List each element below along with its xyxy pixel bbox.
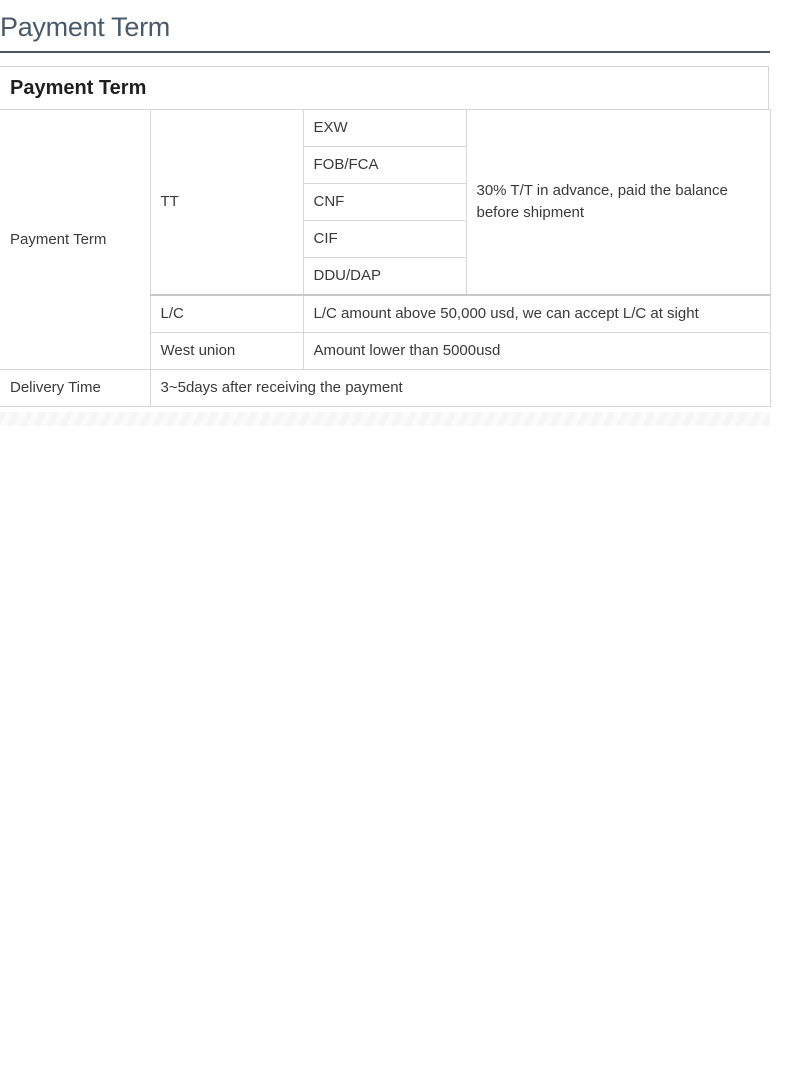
term-cell-fob-fca	[303, 147, 466, 184]
section-header	[0, 66, 769, 109]
lc-description-cell	[303, 295, 770, 333]
title-divider	[0, 51, 770, 53]
page-title: Payment Term	[0, 12, 170, 42]
tt-description: 30% T/T in advance, paid the balance before shipment	[476, 182, 728, 221]
term-cell-exw	[303, 110, 466, 147]
tt-description-cell	[466, 110, 770, 296]
term-label: CIF	[313, 230, 338, 247]
west-union-description: Amount lower than 5000usd	[313, 342, 501, 359]
table-row	[0, 110, 770, 147]
term-label: EXW	[313, 119, 348, 136]
lc-description: L/C amount above 50,000 usd, we can accept L/C at sight	[313, 305, 699, 322]
delivery-description-cell	[150, 370, 770, 407]
payment-term-label: Payment Term	[10, 230, 107, 248]
term-label: FOB/FCA	[313, 156, 379, 173]
payment-term-label-cell	[0, 110, 150, 370]
payment-term-table	[0, 109, 771, 407]
delivery-label-cell	[0, 370, 150, 407]
west-union-description-cell	[303, 333, 770, 370]
term-label: DDU/DAP	[313, 267, 382, 284]
term-cell-cif	[303, 221, 466, 258]
section-heading: Payment Term	[10, 77, 147, 99]
term-label: CNF	[313, 193, 345, 210]
table-row	[0, 370, 770, 407]
lc-label: L/C	[160, 305, 184, 322]
tt-label: TT	[160, 193, 179, 210]
term-cell-ddu-dap	[303, 258, 466, 296]
tt-label-cell	[150, 110, 303, 296]
west-union-label-cell	[150, 333, 303, 370]
delivery-time-label: Delivery Time	[10, 379, 101, 396]
west-union-label: West union	[160, 342, 236, 359]
lc-label-cell	[150, 295, 303, 333]
bottom-shadow	[0, 412, 770, 426]
delivery-time-description: 3~5days after receiving the payment	[160, 379, 403, 396]
term-cell-cnf	[303, 184, 466, 221]
